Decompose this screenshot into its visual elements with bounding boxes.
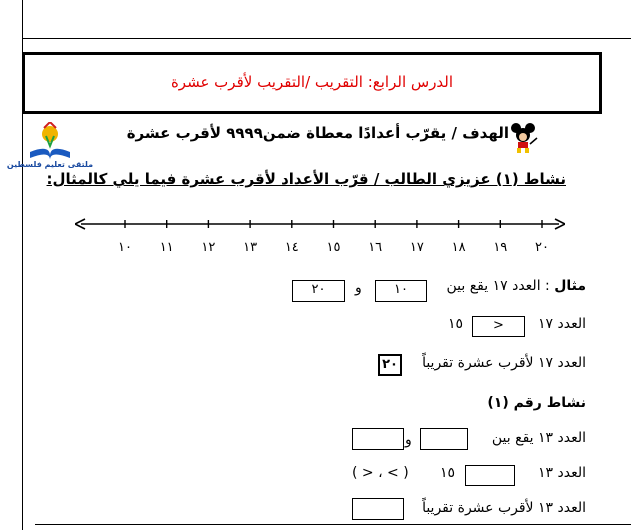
- number-line-label: ٢٠: [535, 240, 549, 255]
- activity-compare-box[interactable]: [465, 465, 515, 486]
- logo-text: ملتقى تعليم فلسطين: [6, 160, 94, 169]
- number-line-label: ١١: [159, 240, 174, 255]
- lesson-goal: الهدف / يقرّب أعدادًا معطاة ضمن٩٩٩٩ لأقرب عشرة: [126, 124, 509, 142]
- activity-conj: و: [405, 432, 412, 448]
- number-line-label: ١٧: [409, 240, 424, 255]
- example-line-3: العدد ١٧ لأقرب عشرة تقريباً: [422, 355, 586, 371]
- header-rule: [22, 38, 631, 39]
- activity-line-2-left: العدد ١٣: [538, 465, 586, 481]
- lesson-title: الدرس الرابع: التقريب /التقريب لأقرب عشرة: [170, 73, 454, 91]
- number-line-label: ١٠: [118, 240, 132, 255]
- activity-answer-box[interactable]: [352, 498, 404, 520]
- example-box-lower: ١٠: [375, 280, 427, 302]
- example-line-2-left: العدد ١٧: [538, 316, 586, 332]
- activity-compare-hint: ( > ، < ): [352, 465, 409, 481]
- activity-line-2-right: ١٥: [440, 465, 456, 481]
- number-line: [75, 212, 565, 236]
- number-line-label: ١٥: [326, 240, 341, 255]
- number-line-label: ١٢: [201, 240, 216, 255]
- activity-1-heading: نشاط (١) عزيزي الطالب / قرّب الأعداد لأقرب عشرة فيما يلي كالمثال:: [46, 170, 566, 188]
- activity-number-heading: نشاط رقم (١): [487, 395, 586, 411]
- number-line-label: ١٦: [368, 240, 383, 255]
- example-answer-box: ٢٠: [378, 354, 402, 376]
- example-line-1: [446, 278, 586, 294]
- example-prefix: مثال: [554, 278, 586, 294]
- mickey-mascot-icon: [508, 122, 538, 154]
- number-line-label: ١٩: [493, 240, 508, 255]
- example-compare-box: >: [472, 316, 525, 337]
- activity-box-lower[interactable]: [420, 428, 468, 450]
- activity-line-3: العدد ١٣ لأقرب عشرة تقريباً: [422, 500, 586, 516]
- number-line-label: ١٣: [243, 240, 258, 255]
- lesson-title-box: [22, 52, 602, 114]
- example-box-upper: ٢٠: [292, 280, 345, 302]
- number-line-label: ١٨: [451, 240, 466, 255]
- logo-book-icon: [6, 122, 94, 162]
- example-line-1-text: : العدد ١٧ يقع بين: [446, 278, 550, 294]
- footer-rule: [35, 524, 631, 525]
- activity-line-1: العدد ١٣ يقع بين: [491, 430, 586, 446]
- example-conj: و: [355, 280, 362, 296]
- number-line-label: ١٤: [284, 240, 299, 255]
- example-line-2-right: ١٥: [448, 316, 464, 332]
- activity-box-upper[interactable]: [352, 428, 404, 450]
